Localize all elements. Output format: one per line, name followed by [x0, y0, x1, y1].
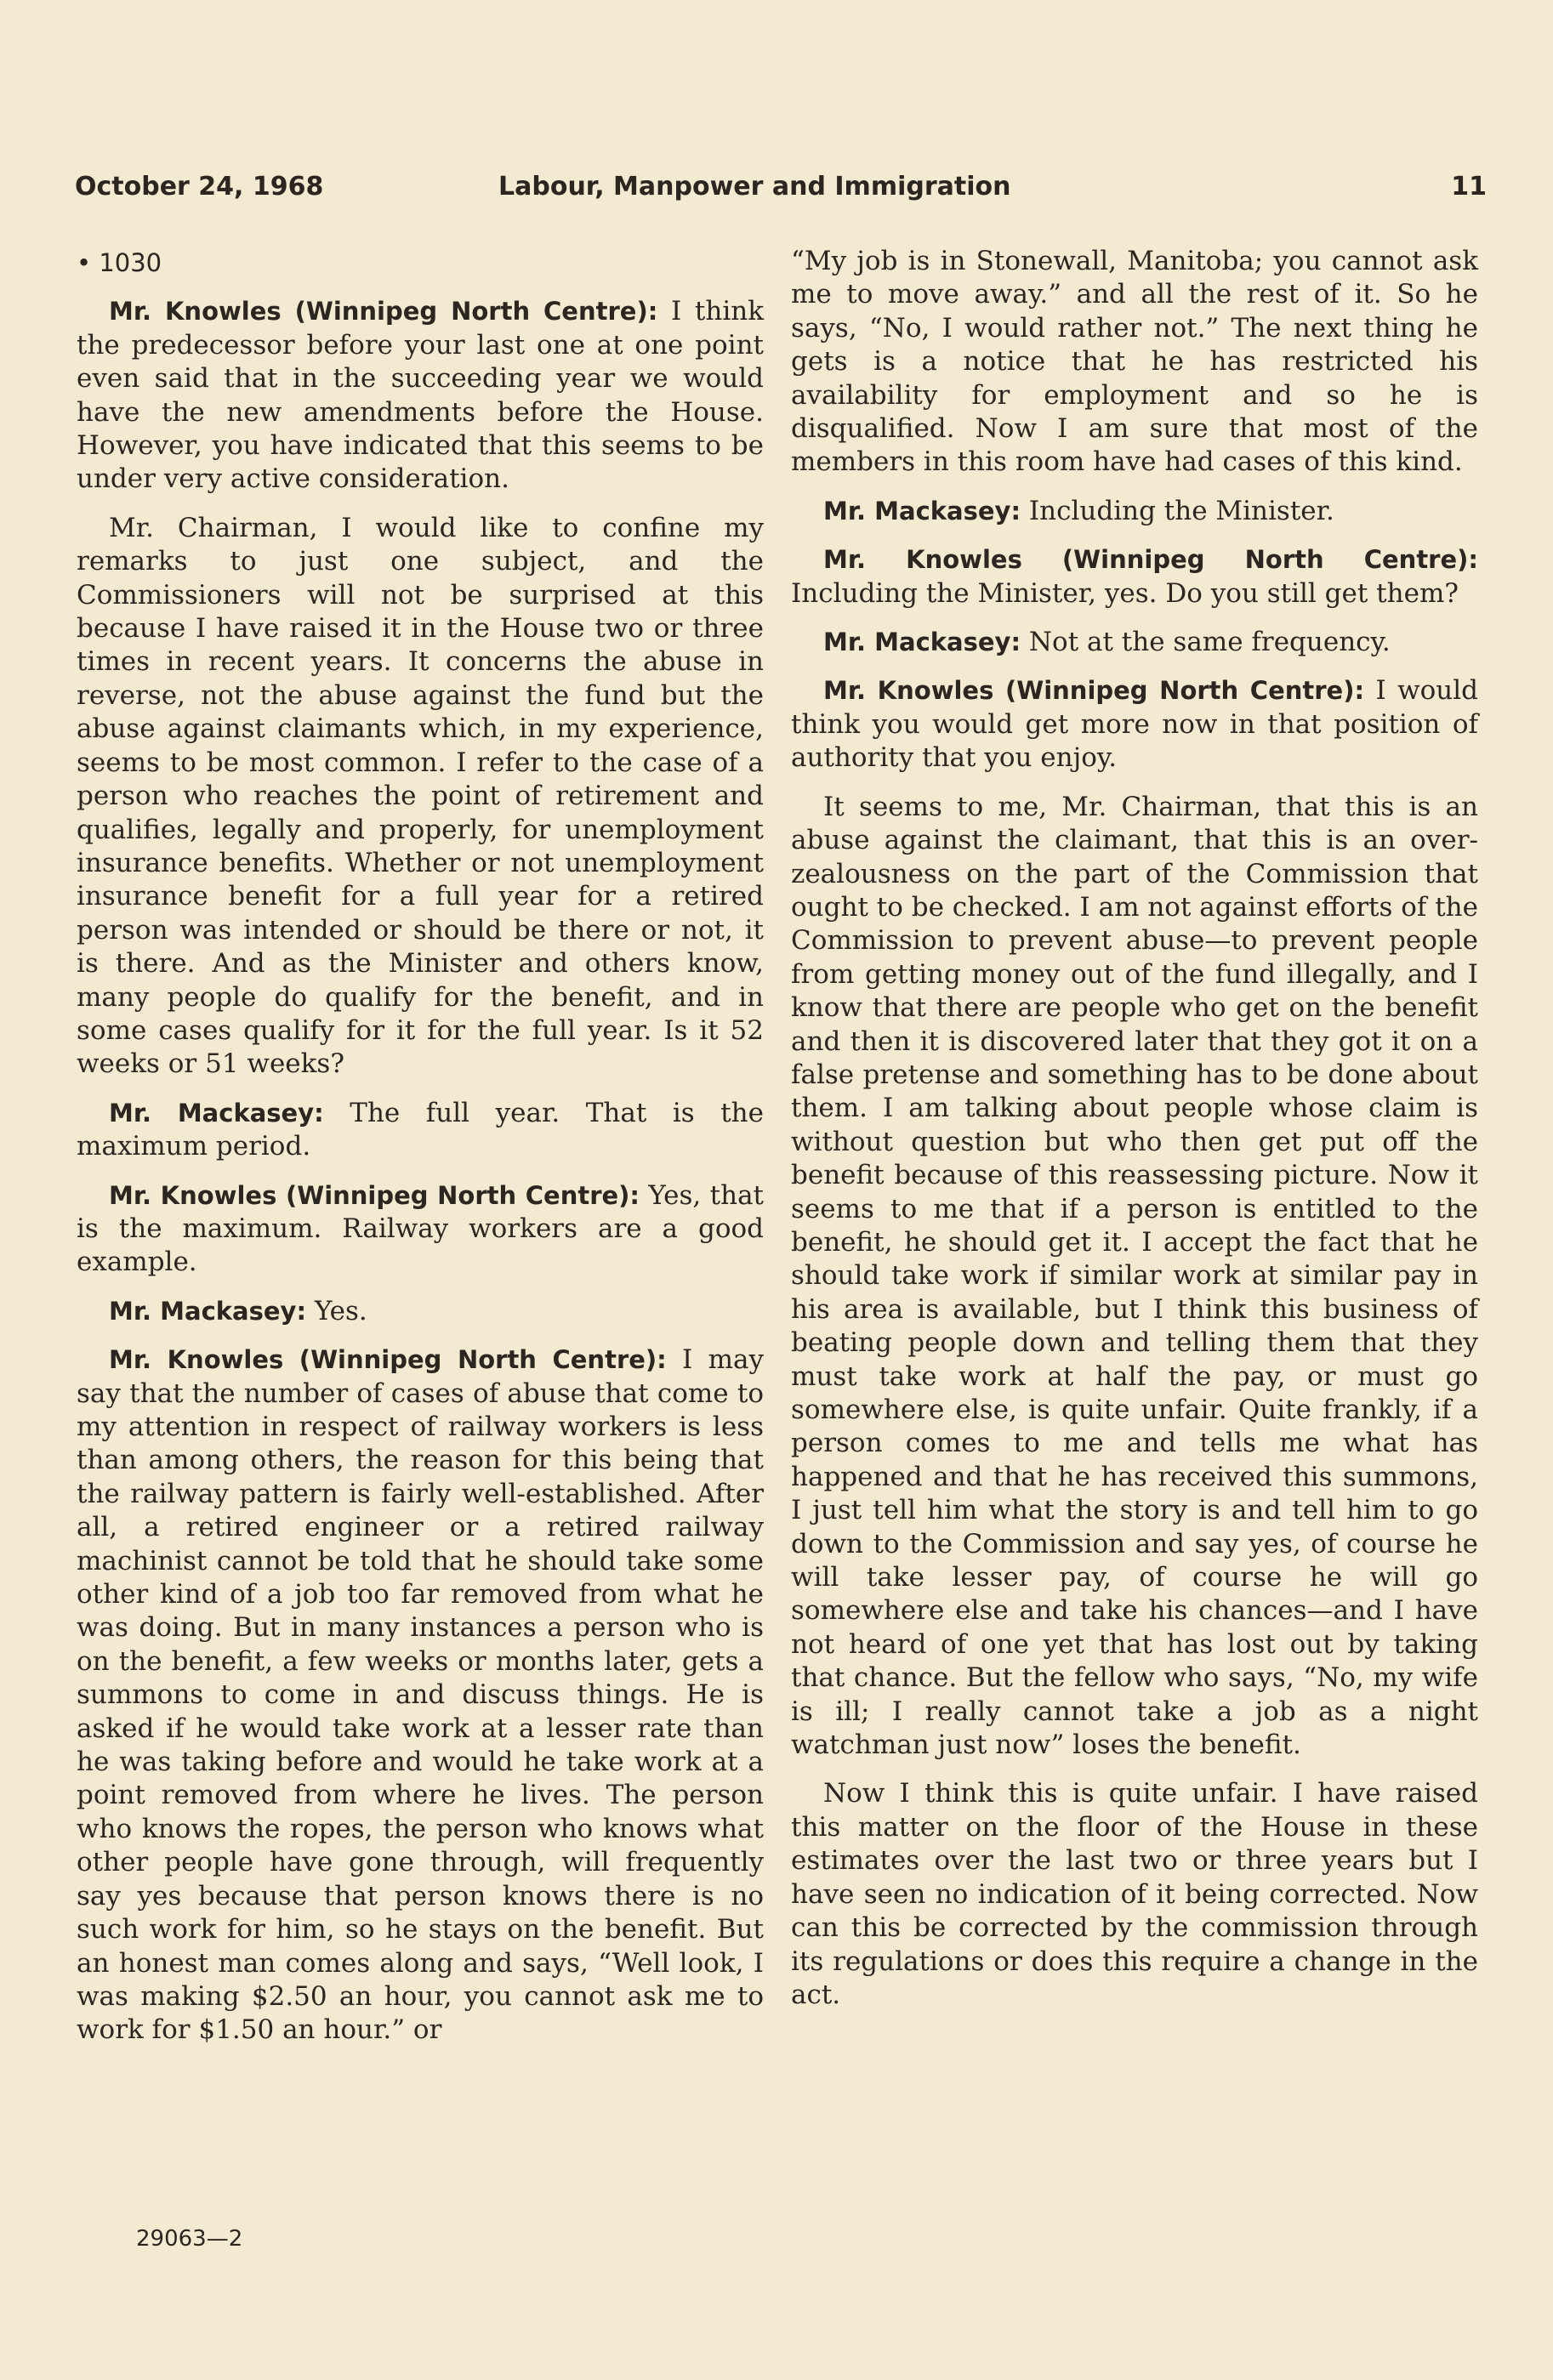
- paragraph-text: Including the Minister, yes. Do you still get them?: [791, 577, 1459, 609]
- paragraph: [791, 626, 1478, 659]
- speaker-name: Mr. Knowles (Winnipeg North Centre):: [823, 676, 1365, 706]
- paragraph: [791, 791, 1478, 1763]
- paragraph-text: Yes, that is the maximum. Railway workers are a good example.: [77, 1179, 765, 1278]
- speaker-name: Mr. Mackasey:: [109, 1098, 324, 1128]
- footer-code: 29063—2: [136, 2226, 243, 2252]
- paragraph: [791, 1777, 1478, 2012]
- paragraph: [77, 512, 764, 1082]
- right-column: [791, 245, 1478, 2027]
- page-header: [75, 172, 1487, 214]
- paragraph-text: Not at the same frequency.: [1021, 627, 1391, 658]
- speaker-name: Mr. Knowles (Winnipeg North Centre):: [109, 1345, 667, 1375]
- paragraph-text: Now I think this is quite unfair. I have raised this matter on the floor of the House in these estimates over the last two or three years but I have seen no indication of it being corrected. Now can this be corrected by the commission through its regulations or does this require a change in the act.: [791, 1778, 1478, 2010]
- speaker-name: Mr. Mackasey:: [823, 496, 1021, 525]
- paragraph-text: “My job is in Stonewall, Manitoba; you cannot ask me to move away.” and all the rest of it. So he says, “No, I would rather not.” The next thing he gets is a notice that he has restricted his availability for employment and so he is disqualified. Now I am sure that most of the members in this room have had cases of this kind.: [791, 246, 1478, 478]
- speaker-name: Mr. Knowles (Winnipeg North Centre):: [109, 297, 658, 327]
- speaker-name: Mr. Knowles (Winnipeg North Centre):: [823, 545, 1478, 575]
- paragraph-text: Mr. Chairman, I would like to confine my remarks to just one subject, and the Commissioners will not be surprised at this because I have raised it in the House two or three times in recent years. It concerns the abuse in reverse, not the abuse against the fund but the abuse against claimants which, in my experience, seems to be most common. I refer to the case of a person who reaches the point of retirement and qualifies, legally and properly, for unemployment insurance benefits. Whether or not unemployment insurance benefit for a full year for a retired person was intended or should be there or not, it is there. And as the Minister and others know, many people do qualify for the benefit, and in some cases qualify for it for the full year. Is it 52 weeks or 51 weeks?: [77, 512, 764, 1080]
- left-column: [77, 247, 764, 2063]
- speaker-name: Mr. Mackasey:: [823, 628, 1021, 657]
- paragraph: [77, 295, 764, 496]
- page-number: 11: [1451, 172, 1487, 202]
- paragraph-text: Including the Minister.: [1021, 495, 1334, 526]
- paragraph-text: I may say that the number of cases of abuse that come to my attention in respect of railway workers is less than among others, the reason for this being that the railway pattern is fairly well-established. After all, a retired engineer or a retired railway machinist cannot be told that he should take some other kind of a job too far removed from what he was doing. But in many instances a person who is on the benefit, a few weeks or months later, gets a summons to come in and discuss things. He is asked if he would take work at a lesser rate than he was taking before and would he take work at a point removed from where he lives. The person who knows the ropes, the person who knows what other people have gone through, will frequently say yes because that person knows there is no such work for him, so he stays on the benefit. But an honest man comes along and says, “Well look, I was making $2.50 an hour, you cannot ask me to work for $1.50 an hour.” or: [77, 1344, 764, 2046]
- paragraph-text: I would think you would get more now in that position of authority that you enjoy.: [791, 675, 1478, 774]
- paragraph: [791, 674, 1478, 775]
- paragraph-text: Yes.: [306, 1295, 367, 1326]
- paragraph: [77, 1097, 764, 1164]
- paragraph: [77, 1179, 764, 1280]
- paragraph-text: The full year. That is the maximum period.: [77, 1097, 764, 1162]
- paragraph: [77, 1343, 764, 2048]
- paragraph: [791, 495, 1478, 528]
- speaker-name: Mr. Mackasey:: [109, 1296, 307, 1326]
- paragraph: [791, 245, 1478, 480]
- time-marker: • 1030: [77, 248, 162, 277]
- paragraph-text: I think the predecessor before your last one at one point even said that in the succeeding year we would have the new amendments before the House. However, you have indicated that this seems to be under very active consideration.: [77, 296, 764, 495]
- paragraph-text: It seems to me, Mr. Chairman, that this is an abuse against the claimant, that this is an over-zealousness on the part of the Commission that ought to be checked. I am not against efforts of the Commission to prevent abuse—to prevent people from getting money out of the fund illegally, and I know that there are people who get on the benefit and then it is discovered later that they got it on a false pretense and something has to be done about them. I am talking about people whose claim is without question but who then get put off the benefit because of this reassessing picture. Now it seems to me that if a person is entitled to the benefit, he should get it. I accept the fact that he should take work if similar work at similar pay in his area is available, but I think this business of beating people down and telling them that they must take work at half the pay, or must go somewhere else, is quite unfair. Quite frankly, if a person comes to me and tells me what has happened and that he has received this summons, I just tell him what the story is and tell him to go down to the Commission and say yes, of course he will take lesser pay, of course he will go somewhere else and take his chances—and I have not heard of one yet that has lost out by taking that chance. But the fellow who says, “No, my wife is ill; I really cannot take a job as a night watchman just now” loses the benefit.: [791, 791, 1478, 1761]
- paragraph: [77, 1295, 764, 1328]
- header-title: Labour, Manpower and Immigration: [498, 172, 1011, 202]
- header-date: October 24, 1968: [75, 172, 324, 202]
- speaker-name: Mr. Knowles (Winnipeg North Centre):: [109, 1180, 640, 1210]
- paragraph: [791, 543, 1478, 611]
